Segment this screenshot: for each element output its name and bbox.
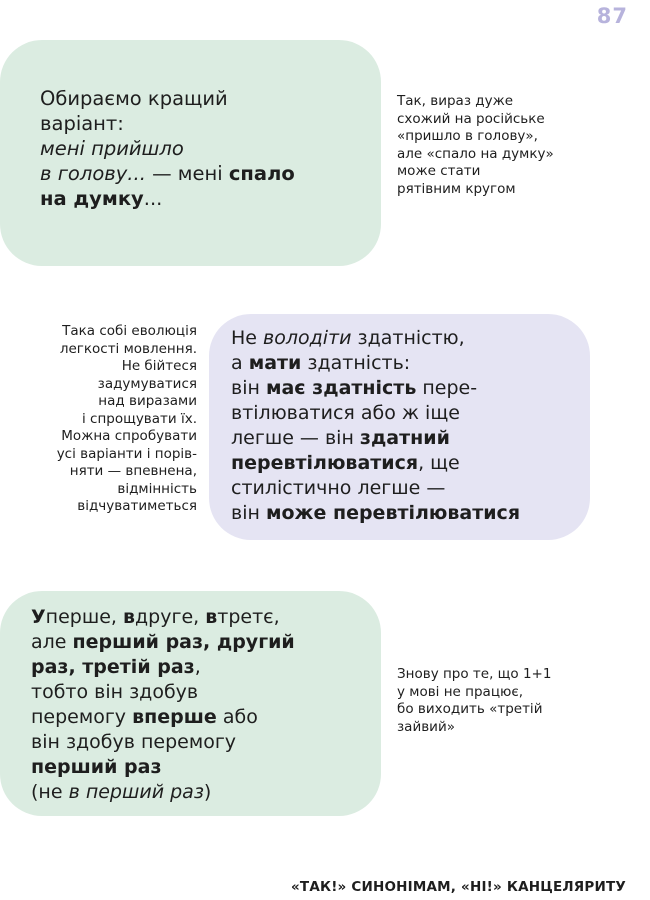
card1-correct-phrase-2: на думку — [40, 187, 144, 210]
card2-bold-phrase: має здатність — [265, 377, 417, 399]
card3-line-2 — [31, 630, 381, 655]
note2-line: усі варіанти і порів- — [56, 445, 197, 462]
note2-line: відмінність — [117, 480, 197, 497]
note1-line: але «спало на думку» — [397, 145, 554, 162]
card2-text: він — [231, 502, 266, 524]
card2-line-1 — [231, 326, 590, 351]
example-card-maie-zdatnist — [209, 314, 590, 540]
card2-text: а — [231, 352, 249, 374]
card2-text: здатність: — [301, 352, 411, 374]
note3-line: у мові не працює, — [397, 683, 524, 700]
card3-line-7: перший раз — [31, 756, 162, 778]
note1-line: «пришло в голову», — [397, 128, 538, 144]
card3-text: , — [194, 656, 201, 678]
note1-line: Так, вираз дуже — [397, 93, 514, 109]
card3-text: або — [216, 706, 258, 728]
card3-text: перемогу — [31, 706, 133, 728]
card3-italic-phrase: в перший раз — [68, 781, 204, 803]
card2-text: , ще — [418, 452, 460, 474]
note2-line: Така собі еволюція — [62, 323, 197, 339]
card2-text: він — [231, 377, 266, 399]
card2-text: Не — [231, 327, 264, 349]
example-card-spalo-na-dumku — [0, 40, 381, 266]
card3-text: третє, — [217, 606, 280, 628]
note2-line: над виразами — [98, 393, 197, 409]
note2-line: легкості мовлення. — [59, 340, 197, 357]
note3-line: бо виходить «третій — [397, 701, 543, 717]
side-note-2 — [0, 323, 197, 516]
card3-text: (не — [31, 781, 69, 803]
card1-ellipsis: ... — [143, 187, 163, 210]
card2-line-8 — [231, 501, 590, 526]
card2-line-3 — [231, 376, 590, 401]
card1-wrong-phrase: в голову... — [40, 162, 146, 185]
card3-bold-phrase: вперше — [132, 706, 217, 728]
card3-text: але — [31, 631, 73, 653]
example-card-vpershe — [0, 591, 381, 816]
card1-line-1: Обираємо кращий — [40, 87, 228, 110]
note2-line: і спрощувати їх. — [81, 410, 197, 427]
card3-bold-prefix: в — [205, 606, 218, 628]
card2-line-5 — [231, 426, 590, 451]
card3-line-6: він здобув перемогу — [31, 731, 237, 753]
card1-line-2: варіант: — [40, 112, 124, 135]
note2-line: відчуватиметься — [77, 498, 197, 514]
card2-text: пере- — [416, 377, 478, 399]
card3-line-4: тобто він здобув — [31, 681, 199, 703]
card2-bold-phrase: перевтілюватися — [231, 452, 419, 474]
card2-bold-verb: мати — [248, 352, 302, 374]
card3-line-3 — [31, 655, 381, 680]
note3-line: Знову про те, що 1+1 — [397, 666, 552, 682]
card2-bold-phrase: здатний — [359, 427, 450, 449]
card2-line-6 — [231, 451, 590, 476]
note1-line: може стати — [397, 163, 481, 179]
card3-bold-phrase: раз, третій раз — [31, 656, 195, 678]
card2-line-4: втілюватися або ж іще — [231, 402, 460, 424]
note1-line: схожий на російське — [397, 110, 545, 127]
card2-line-2 — [231, 351, 590, 376]
running-footer: «ТАК!» СИНОНІМАМ, «НІ!» КАНЦЕЛЯРИТУ — [290, 879, 626, 895]
card2-text: легше — він — [231, 427, 360, 449]
card3-line-5 — [31, 705, 381, 730]
card1-line-5 — [40, 186, 381, 211]
card3-text: ) — [203, 781, 212, 803]
card3-line-8 — [31, 780, 381, 805]
card3-bold-prefix: в — [122, 606, 136, 628]
side-note-1 — [397, 93, 554, 198]
card1-line-4 — [40, 161, 381, 186]
card1-correct-phrase-1: спало — [228, 162, 295, 185]
note2-line: задумуватися — [97, 375, 197, 392]
card3-bold-prefix: У — [31, 606, 46, 628]
card2-line-7: стилістично легше — — [231, 477, 446, 499]
card3-text: перше, — [45, 606, 123, 628]
card2-text: здатністю, — [351, 327, 465, 349]
note2-line: Не бійтеся — [121, 358, 197, 374]
card2-bold-phrase: може перевтілюватися — [265, 502, 521, 524]
note2-line: Можна спробувати — [61, 428, 197, 444]
note2-line: няти — впевнена, — [69, 463, 197, 479]
note3-line: зайвий» — [397, 718, 455, 735]
card2-italic-verb: володіти — [263, 327, 352, 349]
side-note-3 — [397, 666, 551, 736]
card3-line-1 — [31, 605, 381, 630]
card3-bold-phrase: перший раз, другий — [72, 631, 295, 653]
card1-dash-text: — мені — [145, 162, 229, 185]
note1-line: рятівним кругом — [397, 180, 516, 197]
page-number: 87 — [596, 4, 628, 28]
card3-text: друге, — [135, 606, 206, 628]
card1-line-3: мені прийшло — [40, 137, 184, 160]
